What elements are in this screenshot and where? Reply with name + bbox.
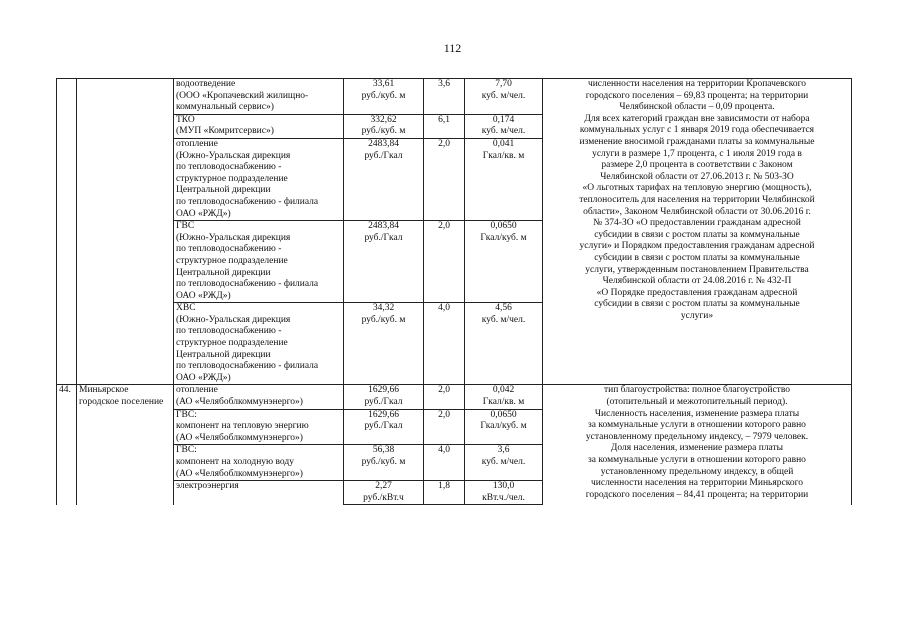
norm-cell: 0,0650 Гкал/куб. м: [465, 409, 543, 445]
percent-cell: 1,8: [424, 481, 465, 505]
price-cell: 33,61 руб./куб. м: [344, 79, 424, 115]
service-cell: электроэнергия: [174, 481, 344, 505]
percent-cell: 4,0: [424, 445, 465, 481]
percent-cell: 2,0: [424, 138, 465, 220]
entry-number-cell: 44.: [57, 385, 77, 505]
percent-cell: 2,0: [424, 221, 465, 303]
price-cell: 2483,84 руб./Гкал: [344, 138, 424, 220]
table-row: [57, 385, 852, 409]
percent-cell: 2,0: [424, 409, 465, 445]
price-cell: 2,27 руб./кВт.ч: [344, 481, 424, 505]
price-cell: 332,62 руб./куб. м: [344, 114, 424, 138]
norm-cell: 130,0 кВт.ч./чел.: [465, 481, 543, 505]
service-cell: отопление (Южно-Уральская дирекция по тепловодоснабжению - структурное подразделение Центральной дирекции по тепловодоснабжению - филиала ОАО «РЖД»): [174, 138, 344, 220]
norm-cell: 0,174 куб. м/чел.: [465, 114, 543, 138]
norm-cell: 3,6 куб. м/чел.: [465, 445, 543, 481]
norm-cell: 0,042 Гкал/кв. м: [465, 385, 543, 409]
norm-cell: 0,041 Гкал/кв. м: [465, 138, 543, 220]
service-cell: водоотведение (ООО «Кропачевский жилищно- коммунальный сервис»): [174, 79, 344, 115]
service-cell: ХВС (Южно-Уральская дирекция по тепловодоснабжению - структурное подразделение Центральной дирекции по тепловодоснабжению - филиала ОАО «РЖД»): [174, 303, 344, 385]
table-row: [57, 79, 852, 115]
price-cell: 1629,66 руб./Гкал: [344, 409, 424, 445]
service-cell: ГВС: компонент на холодную воду (АО «Челябоблкоммунэнерго»): [174, 445, 344, 481]
norm-cell: 0,0650 Гкал/куб. м: [465, 221, 543, 303]
percent-cell: 2,0: [424, 385, 465, 409]
note-cell: тип благоустройства: полное благоустройство (отопительный и межотопительный период). Численность населения, изменение размера платы за коммунальные услуги в отношении которого равно установленному предельному индексу, – 7979 человек. Доля населения, изменение размера платы за коммунальные услуги в отношении которого равно установленному предельному индексу, в общей численности населения на территории Миньярского городского поселения – 84,41 процента; на территории: [543, 385, 852, 505]
entry-name-cell: Миньярское городское поселение: [77, 385, 174, 505]
percent-cell: 4,0: [424, 303, 465, 385]
percent-cell: 3,6: [424, 79, 465, 115]
service-cell: отопление (АО «Челябоблкоммунэнерго»): [174, 385, 344, 409]
norm-cell: 4,56 куб. м/чел.: [465, 303, 543, 385]
percent-cell: 6,1: [424, 114, 465, 138]
price-cell: 34,32 руб./куб. м: [344, 303, 424, 385]
entry-number-cell: [57, 79, 77, 385]
service-cell: ГВС (Южно-Уральская дирекция по тепловодоснабжению - структурное подразделение Центральной дирекции по тепловодоснабжению - филиала ОАО «РЖД»): [174, 221, 344, 303]
price-cell: 2483,84 руб./Гкал: [344, 221, 424, 303]
entry-name-cell: [77, 79, 174, 385]
page-number: 112: [443, 41, 462, 55]
price-cell: 56,38 руб./куб. м: [344, 445, 424, 481]
service-cell: ГВС: компонент на тепловую энергию (АО «Челябоблкоммунэнерго»): [174, 409, 344, 445]
service-cell: ТКО (МУП «Комритсервис»): [174, 114, 344, 138]
norm-cell: 7,70 куб. м/чел.: [465, 79, 543, 115]
note-cell: численности населения на территории Кропачевского городского поселения – 69,83 процента; на территории Челябинской области – 0,09 процента. Для всех категорий граждан вне зависимости от набора коммунальных услуг с 1 января 2019 года обеспечивается изменение вносимой гражданами платы за коммунальные услуги в размере 1,7 процента, с 1 июля 2019 года в размере 2,0 процента в соответствии с Законом Челябинской области от 27.06.2013 г. № 503-ЗО «О льготных тарифах на тепловую энергию (мощность), теплоноситель для населения на территории Челябинской области», Законом Челябинской области от 30.06.2016 г. № 374-ЗО «О предоставлении гражданам адресной субсидии в связи с ростом платы за коммунальные услуги» и Порядком предоставления гражданам адресной субсидии в связи с ростом платы за коммунальные услуги, утвержденным постановлением Правительства Челябинской области от 24.08.2016 г. № 432-П «О Порядке предоставления гражданам адресной субсидии в связи с ростом платы за коммунальные услуги»: [543, 79, 852, 385]
price-cell: 1629,66 руб./Гкал: [344, 385, 424, 409]
tariff-table: [56, 78, 852, 505]
